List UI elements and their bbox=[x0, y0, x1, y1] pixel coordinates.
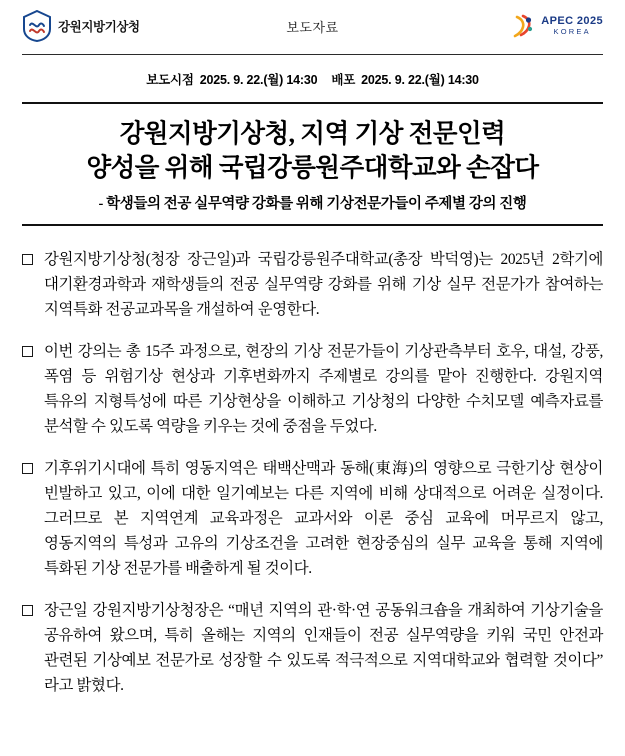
page-subtitle: - 학생들의 전공 실무역량 강화를 위해 기상전문가들이 주제별 강의 진행 bbox=[98, 196, 527, 213]
square-bullet-icon bbox=[22, 254, 33, 265]
paragraph-text: 장근일 강원지방기상청장은 “매년 지역의 관·학·연 공동워크숍을 개최하여 기상기술을 공유하여 왔으며, 특히 올해는 지역의 인재들이 전공 실무역량을 키워 국민 안전과 관련된 기상예보 전문가로 성장할 수 있도록 적극적으로 지역대학교와 협력할 것이다” 라고 밝혔다. bbox=[44, 601, 603, 694]
apec-emblem-icon bbox=[510, 13, 536, 39]
apec-logo bbox=[510, 13, 603, 39]
agency-name: 강원지방기상청 bbox=[58, 20, 140, 34]
paragraph-text: 기후위기시대에 특히 영동지역은 태백산맥과 동해(東海)의 영향으로 극한기상 현상이 빈발하고 있고, 이에 대한 일기예보는 다른 지역에 비해 상대적으로 어려운 실정이다. 그러므로 본 지역연계 교육과정은 교과서와 이론 중심 교육에 머무르지 않고, 영동지역의 특성과 고유의 기상조건을 고려한 현장중심의 실무 교육을 통해 지역에 특화된 기상 전문가를 배출하게 될 것이다. bbox=[44, 459, 603, 577]
paragraph-item bbox=[22, 340, 603, 440]
document-type-label: 보도자료 bbox=[286, 19, 339, 35]
paragraph-item bbox=[22, 457, 603, 582]
apec-wordmark bbox=[541, 16, 603, 35]
body-content bbox=[22, 248, 603, 698]
paragraph-text: 강원지방기상청(청장 장근일)과 국립강릉원주대학교(총장 박덕영)는 2025년 2학기에 대기환경과학과 재학생들의 전공 실무역량 강화를 위해 기상 실무 전문가가 참여하는 지역특화 전공교과목을 개설하여 운영한다. bbox=[44, 251, 603, 319]
apec-title: APEC 2025 bbox=[541, 15, 603, 28]
title-block bbox=[22, 102, 603, 226]
distribute-value: 2025. 9. 22.(월) 14:30 bbox=[361, 73, 479, 87]
distribute-label: 배포 bbox=[331, 73, 356, 87]
header-divider bbox=[22, 54, 603, 55]
document-header bbox=[22, 0, 603, 52]
paragraph-text: 이번 강의는 총 15주 과정으로, 현장의 기상 전문가들이 기상관측부터 호우, 대설, 강풍, 폭염 등 위험기상 현상과 기후변화까지 주제별로 강의를 맡아 진행한다. 강원지역 특유의 지형특성에 따른 기상현상을 이해하고 기상청의 다양한 수치모델 예측자료를 분석할 수 있도록 역량을 키우는 것에 중점을 두었다. bbox=[44, 343, 603, 436]
apec-subtitle: KOREA bbox=[553, 26, 591, 36]
page-title-line-2: 양성을 위해 국립강릉원주대학교와 손잡다 bbox=[86, 152, 539, 182]
release-meta bbox=[22, 70, 603, 88]
square-bullet-icon bbox=[22, 463, 33, 474]
square-bullet-icon bbox=[22, 346, 33, 357]
release-time-value: 2025. 9. 22.(월) 14:30 bbox=[199, 73, 318, 87]
release-time-label: 보도시점 bbox=[146, 73, 194, 87]
square-bullet-icon bbox=[22, 605, 33, 616]
paragraph-item bbox=[22, 248, 603, 323]
page-title-line-1: 강원지방기상청, 지역 기상 전문인력 bbox=[119, 119, 506, 148]
paragraph-item bbox=[22, 599, 603, 699]
